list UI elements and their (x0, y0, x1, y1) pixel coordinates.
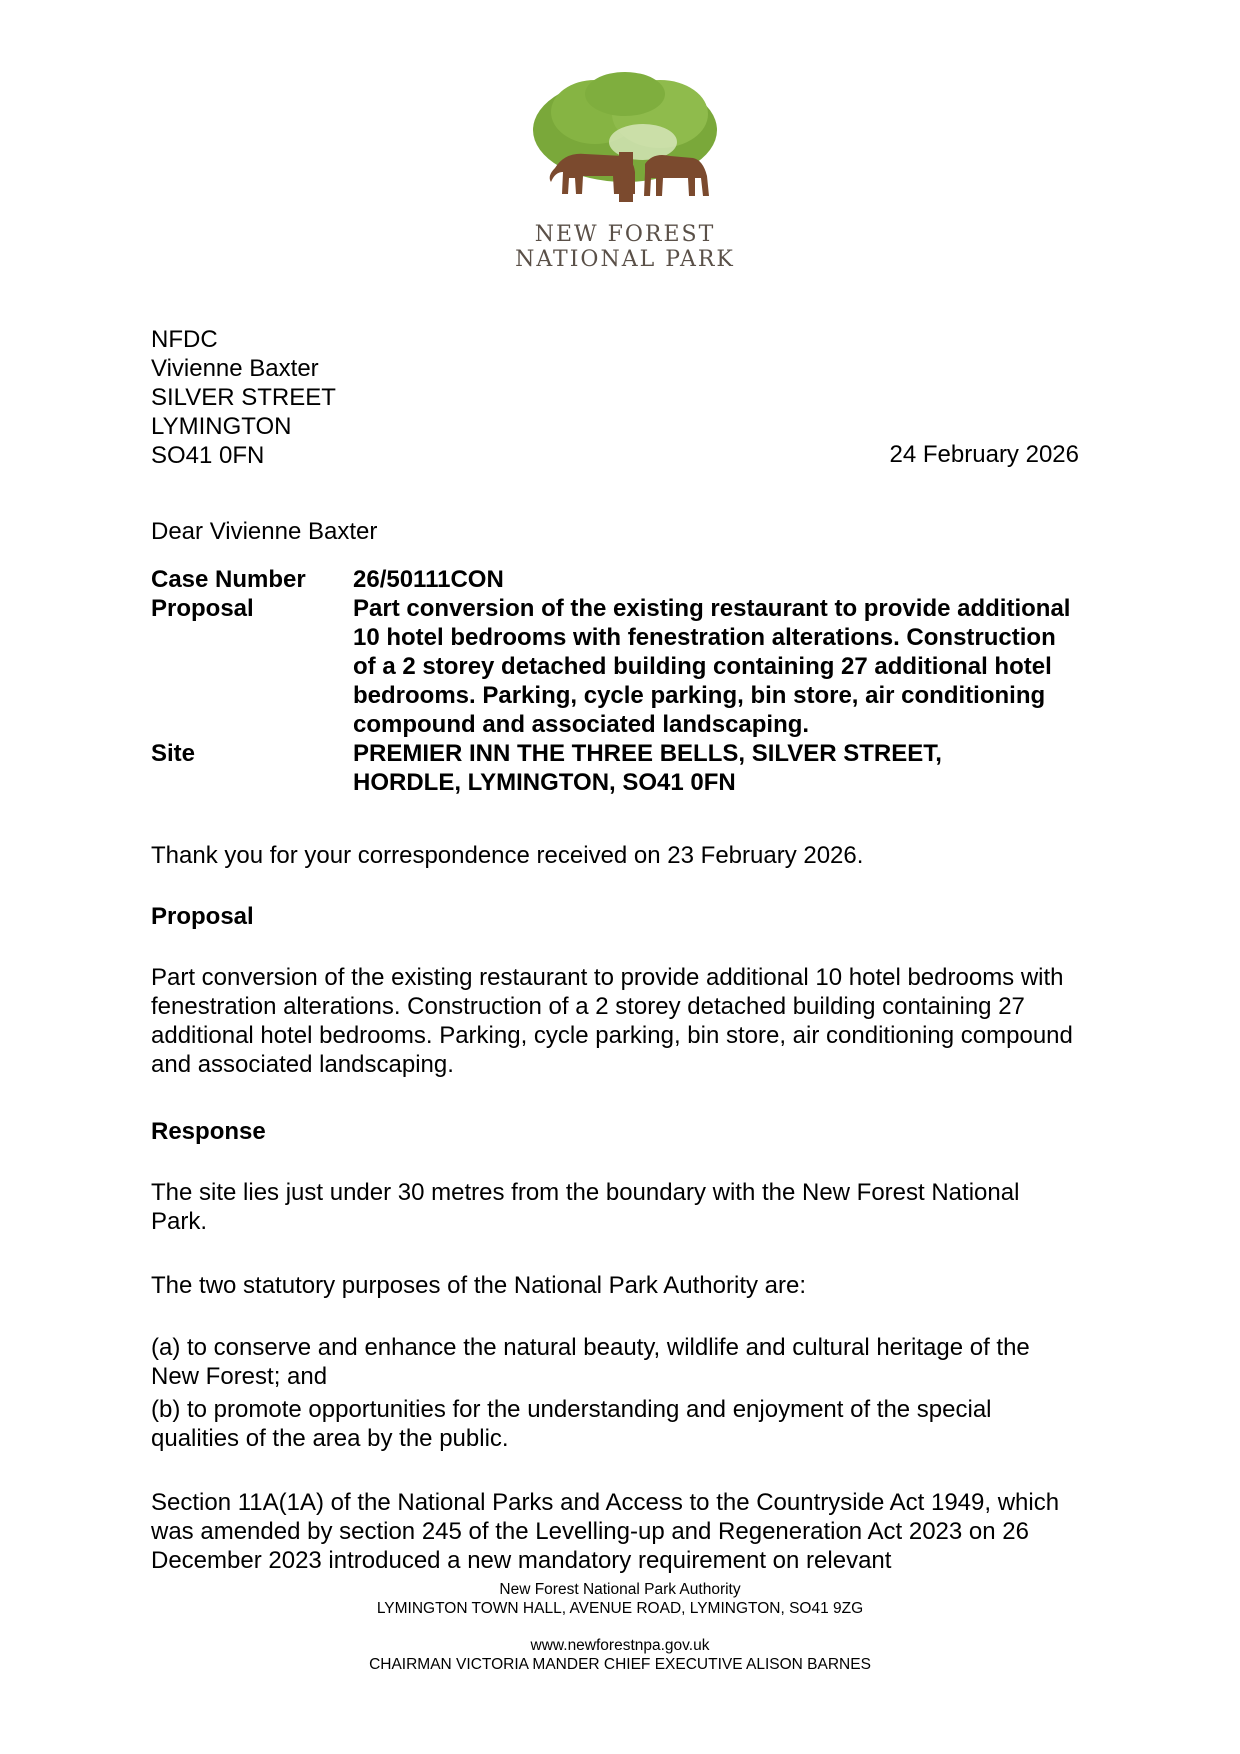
recipient-line: SO41 0FN (151, 442, 265, 469)
case-proposal-value: Part conversion of the existing restaurant to provide additional 10 hotel bedrooms with fenestration alterations. Construction of a 2 storey detached building containing 27 additional hotel bedrooms. Parking, cycle parking, bin store, air conditioning compound and associated landscaping. (353, 595, 1071, 738)
section-paragraph: Section 11A(1A) of the National Parks and Access to the Countryside Act 1949, which was amended by section 245 of the Levelling-up and Regeneration Act 2023 on 26 December 2023 introduced a new mandatory requirement on relevant (151, 1489, 1060, 1574)
purpose-a: (a) to conserve and enhance the natural beauty, wildlife and cultural heritage of the New Forest; and (151, 1334, 1030, 1390)
case-number-row (151, 565, 1081, 594)
case-proposal-row (151, 594, 1081, 739)
recipient-line: LYMINGTON (151, 413, 292, 440)
footer-authority: New Forest National Park Authority (499, 1581, 741, 1598)
footer-website: www.newforestnpa.gov.uk (530, 1637, 710, 1654)
logo-name-line1: NEW FOREST (534, 222, 716, 247)
case-site-label: Site (151, 740, 196, 767)
organization-logo (505, 72, 745, 282)
recipient-line: NFDC (151, 326, 218, 353)
case-site-row (151, 739, 1081, 797)
case-number-value: 26/50111CON (353, 566, 504, 593)
tree-and-ponies-icon (525, 72, 725, 222)
response-heading: Response (151, 1118, 266, 1145)
case-site-value: PREMIER INN THE THREE BELLS, SILVER STREET, HORDLE, LYMINGTON, SO41 0FN (353, 740, 942, 796)
recipient-line: SILVER STREET (151, 384, 336, 411)
letter-date: 24 February 2026 (889, 441, 1079, 468)
salutation: Dear Vivienne Baxter (151, 518, 378, 545)
case-proposal-label: Proposal (151, 595, 254, 622)
response-paragraph: The site lies just under 30 metres from the boundary with the New Forest National Park. (151, 1179, 1020, 1235)
case-number-label: Case Number (151, 566, 306, 593)
proposal-heading: Proposal (151, 903, 254, 930)
thanks-paragraph: Thank you for your correspondence received on 23 February 2026. (151, 842, 864, 869)
footer (0, 1580, 1240, 1674)
footer-officers: CHAIRMAN VICTORIA MANDER CHIEF EXECUTIVE ALISON BARNES (369, 1656, 871, 1673)
purposes-intro: The two statutory purposes of the National Park Authority are: (151, 1272, 807, 1299)
logo-name-line2: NATIONAL PARK (515, 247, 735, 272)
recipient-line: Vivienne Baxter (151, 355, 319, 382)
footer-address: LYMINGTON TOWN HALL, AVENUE ROAD, LYMINGTON, SO41 9ZG (376, 1600, 864, 1617)
purpose-b: (b) to promote opportunities for the understanding and enjoyment of the special qualities of the area by the public. (151, 1396, 992, 1452)
proposal-paragraph: Part conversion of the existing restaurant to provide additional 10 hotel bedrooms with fenestration alterations. Construction of a 2 storey detached building containing 27 additional hotel bedrooms. Parking, cycle parking, bin store, air conditioning compound and associated landscaping. (151, 964, 1073, 1078)
case-details (151, 565, 1081, 797)
